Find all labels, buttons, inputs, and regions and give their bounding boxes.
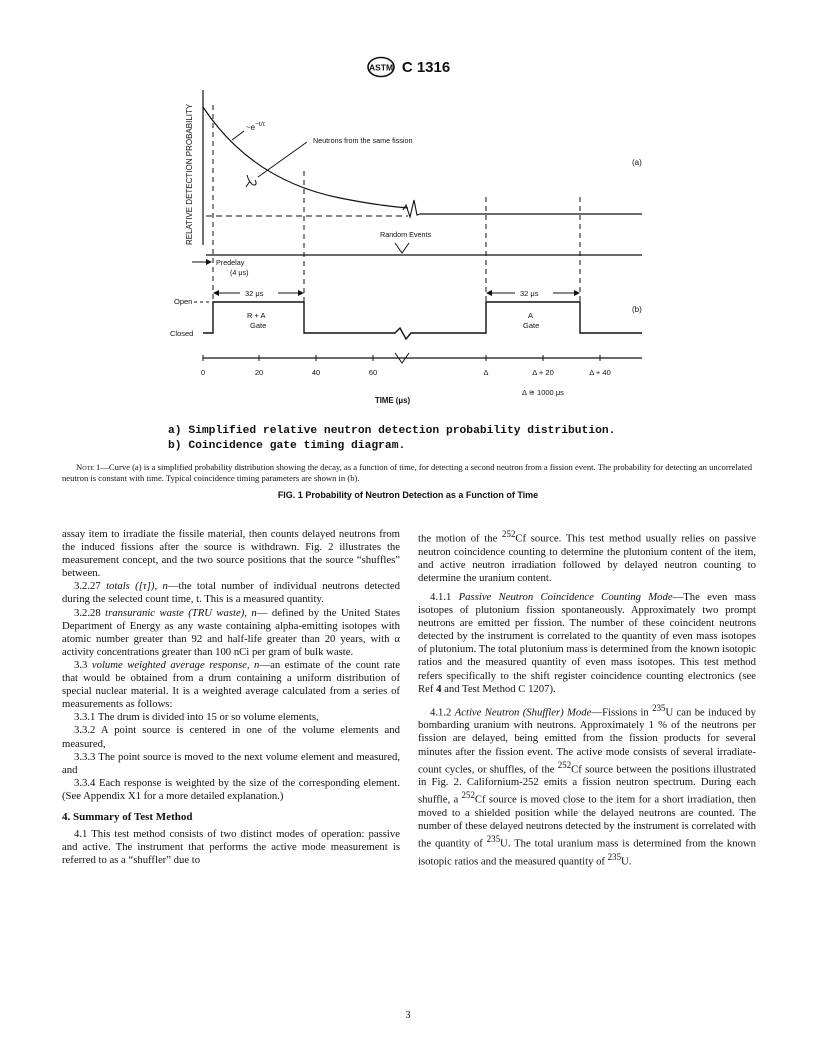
random-events-label: Random Events (380, 230, 432, 239)
figure-1 (170, 85, 670, 415)
note-label: Note 1 (76, 462, 101, 472)
text-run: Cf source between the positions illustrated in Fig. 2. Californium-252 emits a fission neutron spectrum. During each shuffle, a (418, 763, 756, 806)
decay-curve (203, 107, 408, 208)
definition-3-3 (62, 659, 400, 711)
curve-label-leader (232, 131, 244, 140)
text-run: and Test Method C 1207). (441, 682, 556, 695)
figure-captions (168, 424, 728, 454)
gate-a-label-1: A (528, 311, 534, 320)
clause-number: 3.2.28 (74, 606, 101, 619)
text-run: U. (621, 855, 632, 868)
clause-term: Passive Neutron Coincidence Counting Mode (458, 590, 673, 603)
x-tick-label: Δ + 40 (589, 368, 611, 377)
clause-3-3-4: 3.3.4 Each response is weighted by the size of the corresponding element. (See Appendix X1 for a more detailed explanation.) (62, 776, 400, 802)
curve-label: $\sim e^{-t/\tau}$ (246, 121, 266, 132)
figure-note (62, 462, 754, 484)
same-fission-label: Neutrons from the same fission (313, 136, 413, 145)
clause-3-3-1: 3.3.1 The drum is divided into 15 or so volume elements, (74, 711, 319, 724)
x-tick-label: Δ + 20 (532, 368, 554, 377)
x-tick-label: 0 (200, 368, 206, 377)
clause-number: 3.3 (74, 658, 88, 671)
panel-b-label: (b) (632, 305, 642, 314)
text-run: —Fissions in (591, 706, 653, 719)
clause-4-1-2 (418, 702, 756, 869)
right-column (418, 528, 756, 869)
clause-3-3-3: 3.3.3 The point source is moved to the next volume element and measured, and (62, 750, 400, 776)
gate-width-1: 32 μs (245, 289, 264, 298)
left-column (62, 528, 400, 867)
text-run: Cf source is moved close to the item for a short irradiation, then moved to a shielded position while the delayed neutrons are counted. The number of these delayed neutrons detected by the instrument is correlated with the quantity of (418, 793, 756, 850)
defined-term: volume weighted average response, n (91, 658, 260, 671)
panel-a-label: (a) (632, 158, 642, 167)
time-axis-tick-labels (201, 368, 611, 377)
same-fission-leader (258, 142, 307, 177)
superscript: 235 (607, 851, 622, 862)
figure-title: FIG. 1 Probability of Neutron Detection as a Function of Time (277, 490, 539, 500)
x-tick-label: 40 (311, 368, 321, 377)
closed-label: Closed (170, 329, 194, 338)
text-run: Cf source. This test method usually relies on passive neutron coincidence counting to determine the plutonium content of the item, and active neutron irradiation followed by delayed neutron counting to determine the uranium content. (418, 532, 756, 584)
standard-code: C 1316 (401, 58, 451, 76)
x-tick-label: 20 (254, 368, 264, 377)
gate-signal (203, 302, 642, 339)
x-tick-label: 60 (368, 368, 378, 377)
gate-width-1-head-left (213, 290, 219, 296)
text-run: —The even mass isotopes of plutonium fission spontaneously. Approximately two prompt neutrons are emitted per fission. The number of these coincident neutrons detected by the instrument is correlated to the quantity of even mass isotopes of plutonium. The total plutonium mass is determined from the known isotopic ratios and the measured quantity of even mass isotopes. This test method refers specifically to the shift register coincidence counting electronics (see Ref (418, 590, 757, 695)
document-header (0, 56, 816, 78)
definition-3-2-27 (62, 580, 400, 606)
superscript: 235 (486, 834, 501, 845)
superscript: 235 (652, 702, 666, 713)
clause-4-1-1 (418, 591, 756, 696)
text-run: U. The total uranium mass is determined from the known isotopic ratios and the measured quantity of (418, 837, 756, 868)
section-heading-4: 4. Summary of Test Method (62, 810, 193, 823)
clause-number: 4.1.1 (430, 590, 452, 603)
clause-number: 4.1.2 (430, 706, 452, 719)
clause-4-1: 4.1 This test method consists of two distinct modes of operation: passive and active. The instrument that performs the active mode measurement is referred to as a “shuffler” due to (62, 828, 400, 867)
gate-width-2: 32 μs (520, 289, 539, 298)
open-label: Open (174, 297, 193, 306)
break-mark-middle (395, 243, 409, 253)
delta-note: Δ ≅ 1000 μs (522, 388, 564, 397)
caption-a: a) Simplified relative neutron detection probability distribution. (168, 425, 616, 437)
time-axis-label: TIME (μs) (375, 396, 411, 405)
clause-3-3-2: 3.3.2 A point source is centered in one of the volume elements and measured, (62, 724, 400, 750)
definition-text: —an estimate of the count rate that would be obtained from a drum containing a uniform distribution of special nuclear material. It is a weighted average calculated from a series of measurements as follows: (62, 658, 401, 711)
svg-text:ASTM: ASTM (368, 62, 393, 73)
caption-b: b) Coincidence gate timing diagram. (168, 440, 406, 452)
predelay-value: (4 μs) (230, 268, 249, 277)
gate-ra-label-2: Gate (250, 321, 267, 330)
text-run: U can be induced by bombarding uranium with neutrons. Approximately 1 % of the neutrons per fission are delayed, being emitted from the fission products for several minutes after the fission event. The active mode consists of several irradiate-count cycles, or shuffles, of the (418, 706, 756, 776)
astm-logo-icon (366, 56, 396, 78)
defined-term: totals ([τ]), n (106, 580, 168, 593)
superscript: 252 (557, 759, 572, 770)
gate-a-label-2: Gate (523, 321, 540, 330)
paragraph-continued-right (418, 528, 756, 585)
superscript: 252 (502, 529, 516, 539)
clause-term: Active Neutron (Shuffler) Mode (454, 706, 592, 719)
page-number: 3 (405, 1010, 411, 1021)
text-run: the motion of the (418, 532, 503, 545)
clause-number: 3.2.27 (74, 580, 101, 593)
definition-text: —the total number of individual neutrons detected during the selected count time, t. This is a measured quantity. (62, 580, 400, 606)
predelay-label: Predelay (216, 258, 245, 267)
gate-width-2-head-right (574, 290, 580, 296)
gate-width-2-head-left (486, 290, 492, 296)
superscript: 252 (461, 790, 475, 801)
definition-3-2-28 (62, 607, 400, 659)
reference-number: 4 (436, 682, 442, 695)
figure-y-label: RELATIVE DETECTION PROBABILITY (185, 103, 194, 245)
random-pointer-mark (246, 175, 256, 187)
gate-width-1-head-right (298, 290, 304, 296)
definition-text: — defined by the United States Department of Energy as any waste containing alpha-emitting isotopes with atomic number greater than 92 and half-life greater than 20 years, with α activity concentrations greater than 100 nCi per gram of bulk waste. (62, 606, 400, 658)
note-text: —Curve (a) is a simplified probability distribution showing the decay, as a function of time, for detecting a second neutron from a fission event. The probability for detecting an uncorrelated neutron is constant with time. Typical coincidence timing parameters are shown in (b). (62, 462, 753, 483)
vertical-guide-lines (213, 105, 580, 303)
predelay-arrowhead (206, 259, 212, 265)
defined-term: transuranic waste (TRU waste), n (105, 606, 257, 619)
gate-ra-label-1: R + A (247, 311, 266, 320)
break-mark-upper (403, 200, 420, 217)
paragraph-continued: assay item to irradiate the fissile material, then counts delayed neutrons from the induced fissions after the source is withdrawn. Fig. 2 illustrates the measurement concept, and the two source positions that the source “shuffles” between. (62, 528, 400, 580)
x-tick-label: Δ (483, 368, 489, 377)
